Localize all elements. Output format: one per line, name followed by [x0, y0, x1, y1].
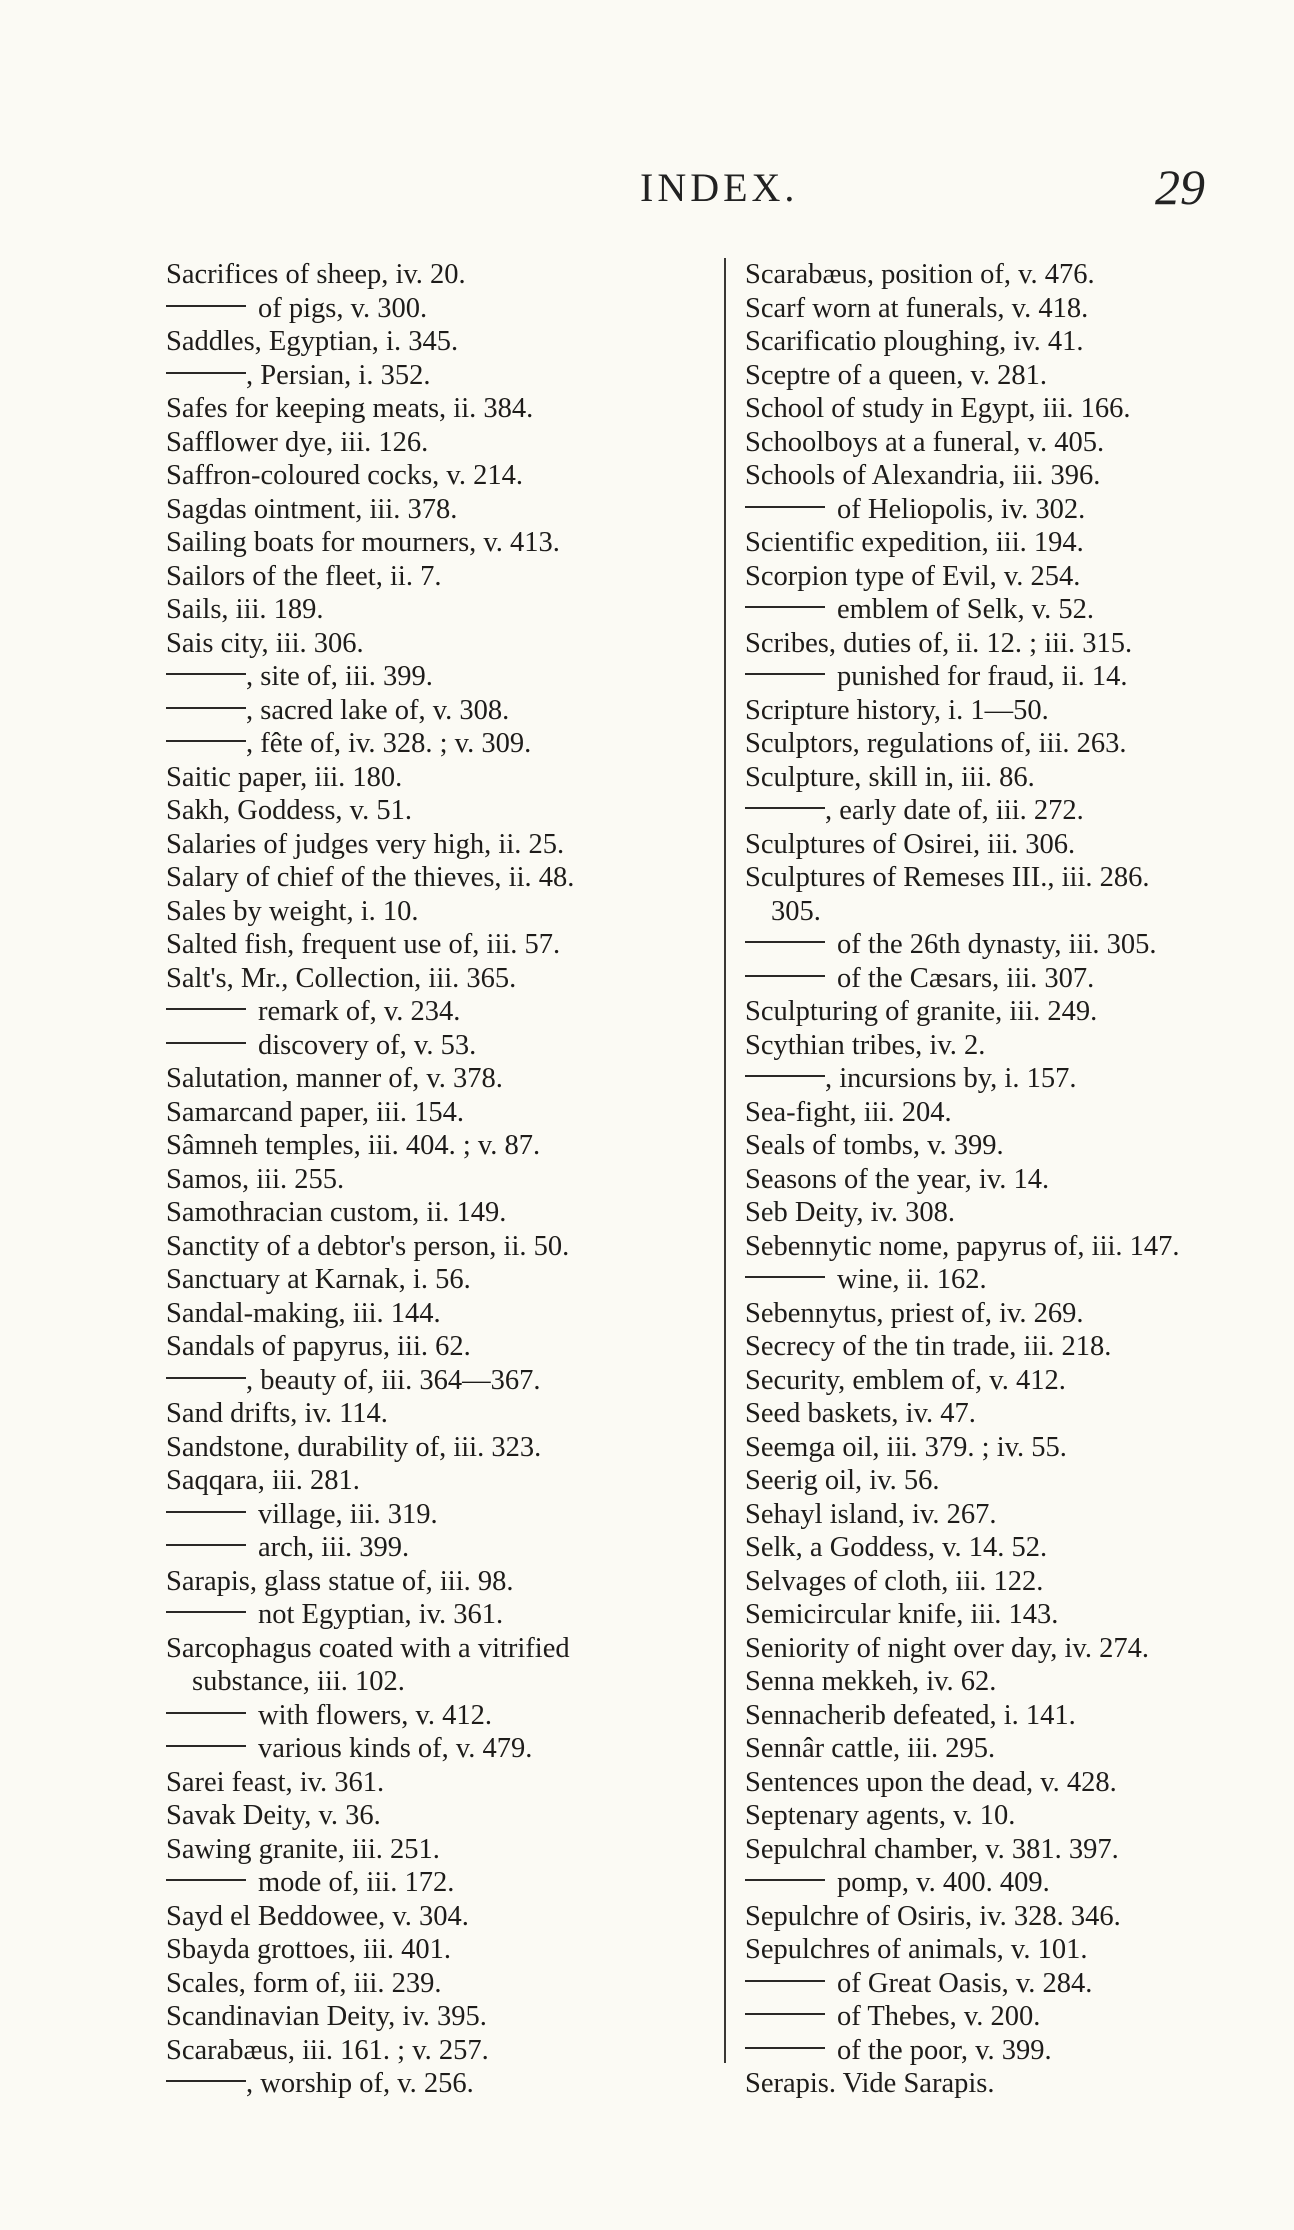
index-entry-text: Sculptures of Osirei, iii. 306.: [745, 828, 1076, 860]
index-entry: [745, 1565, 1285, 1599]
index-entry-text: Senna mekkeh, iv. 62.: [745, 1666, 997, 1697]
index-entry: [745, 1967, 1285, 2001]
index-entry: [166, 928, 696, 962]
page-header: [0, 159, 1294, 224]
index-entry-text: Scribes, duties of, ii. 12. ; iii. 315.: [745, 627, 1133, 659]
index-entry: [745, 861, 1285, 895]
index-entry-text: punished for fraud, ii. 14.: [837, 661, 1128, 692]
index-column-right: [745, 258, 1285, 2101]
index-entry: [745, 493, 1285, 527]
index-entry: [166, 1632, 696, 1666]
index-entry: [745, 426, 1285, 460]
index-entry-text: not Egyptian, iv. 361.: [258, 1599, 504, 1630]
index-entry: [166, 258, 696, 292]
index-entry-text: of Heliopolis, iv. 302.: [837, 493, 1086, 525]
index-entry: [166, 1330, 696, 1364]
index-entry-text: Selvages of cloth, iii. 122.: [745, 1565, 1044, 1597]
index-entry-text: 305.: [771, 895, 821, 927]
index-entry-text: Security, emblem of, v. 412.: [745, 1364, 1066, 1396]
index-entry-text: Seerig oil, iv. 56.: [745, 1465, 940, 1496]
index-entry: [166, 1933, 696, 1967]
index-entry: [745, 2034, 1285, 2068]
index-entry: [745, 1029, 1285, 1063]
index-entry-text: Sarcophagus coated with a vitrified: [166, 1632, 570, 1664]
index-column-left: [166, 258, 696, 2101]
index-entry-text: Sailors of the fleet, ii. 7.: [166, 560, 442, 592]
index-entry: [166, 1598, 696, 1632]
index-entry-text: Schoolboys at a funeral, v. 405.: [745, 426, 1105, 458]
index-entry-text: Sennacherib defeated, i. 141.: [745, 1699, 1076, 1731]
index-entry: [745, 1364, 1285, 1398]
ditto-dash: [166, 1544, 246, 1546]
index-entry-text: Sculpturing of granite, iii. 249.: [745, 996, 1098, 1027]
index-entry-text: Schools of Alexandria, iii. 396.: [745, 460, 1101, 491]
index-entry: [745, 1732, 1285, 1766]
index-entry-text: Scarabæus, position of, v. 476.: [745, 259, 1095, 290]
index-entry: [166, 459, 696, 493]
index-entry-text: of pigs, v. 300.: [258, 292, 428, 324]
index-entry-text: Sâmneh temples, iii. 404. ; v. 87.: [166, 1130, 541, 1161]
index-entry: [745, 1632, 1285, 1666]
index-entry: [166, 1967, 696, 2001]
index-entry-text: Saddles, Egyptian, i. 345.: [166, 326, 459, 357]
index-entry-text: Sailing boats for mourners, v. 413.: [166, 527, 560, 558]
index-entry-text: Sandal-making, iii. 144.: [166, 1297, 441, 1329]
ditto-dash: [745, 1879, 825, 1881]
index-entry-text: various kinds of, v. 479.: [258, 1733, 533, 1764]
index-entry-text: Semicircular knife, iii. 143.: [745, 1599, 1059, 1630]
ditto-dash: [166, 1611, 246, 1613]
index-entry: [166, 1866, 696, 1900]
index-entry: [745, 694, 1285, 728]
ditto-dash: [745, 807, 825, 809]
index-entry: [166, 593, 696, 627]
index-entry: [745, 1699, 1285, 1733]
index-entry-text: Sacrifices of sheep, iv. 20.: [166, 259, 466, 290]
index-entry: [745, 1096, 1285, 1130]
index-entry: [166, 861, 696, 895]
index-entry: [745, 560, 1285, 594]
index-entry: [166, 1665, 696, 1699]
index-entry: [745, 1230, 1285, 1264]
ditto-dash: [166, 1879, 246, 1881]
index-entry: [745, 1531, 1285, 1565]
index-entry: [166, 1163, 696, 1197]
index-entry-text: with flowers, v. 412.: [258, 1699, 493, 1731]
index-entry: [745, 392, 1285, 426]
index-entry-text: Scientific expedition, iii. 194.: [745, 527, 1084, 558]
index-entry-text: Serapis. Vide Sarapis.: [745, 2068, 995, 2099]
index-entry: [745, 794, 1285, 828]
index-entry: [745, 928, 1285, 962]
index-entry: [745, 526, 1285, 560]
index-entry: [166, 2067, 696, 2101]
index-entry: [166, 1531, 696, 1565]
index-entry-text: Seasons of the year, iv. 14.: [745, 1163, 1050, 1195]
index-entry: [745, 660, 1285, 694]
index-entry-text: Sais city, iii. 306.: [166, 627, 364, 659]
index-entry-text: mode of, iii. 172.: [258, 1867, 455, 1898]
ditto-dash: [745, 975, 825, 977]
index-entry: [166, 1431, 696, 1465]
index-entry-text: Sehayl island, iv. 267.: [745, 1498, 997, 1530]
index-entry: [166, 1196, 696, 1230]
ditto-dash: [745, 606, 825, 608]
index-entry: [745, 593, 1285, 627]
index-entry: [166, 1096, 696, 1130]
index-entry-text: Scales, form of, iii. 239.: [166, 1967, 442, 1999]
index-entry: [166, 828, 696, 862]
index-entry: [166, 1699, 696, 1733]
index-entry-text: , fête of, iv. 328. ; v. 309.: [246, 728, 532, 759]
ditto-dash: [745, 1276, 825, 1278]
index-entry-text: Saqqara, iii. 281.: [166, 1465, 360, 1496]
index-entry-text: Salt's, Mr., Collection, iii. 365.: [166, 962, 517, 994]
index-entry: [745, 1062, 1285, 1096]
index-entry-text: Sea-fight, iii. 204.: [745, 1096, 952, 1128]
index-entry: [166, 1766, 696, 1800]
index-entry-text: Sakh, Goddess, v. 51.: [166, 795, 412, 826]
index-entry: [166, 962, 696, 996]
index-entry: [166, 794, 696, 828]
index-entry: [166, 1029, 696, 1063]
index-entry-text: Scythian tribes, iv. 2.: [745, 1029, 986, 1061]
index-entry-text: Secrecy of the tin trade, iii. 218.: [745, 1331, 1112, 1362]
index-entry: [166, 359, 696, 393]
index-entry: [166, 1565, 696, 1599]
index-entry-text: , early date of, iii. 272.: [825, 795, 1084, 826]
index-entry-text: Saffron-coloured cocks, v. 214.: [166, 460, 523, 491]
index-entry-text: Seed baskets, iv. 47.: [745, 1398, 976, 1429]
index-entry: [166, 1900, 696, 1934]
page-number: 29: [1155, 159, 1205, 215]
index-entry-text: Sceptre of a queen, v. 281.: [745, 359, 1048, 391]
index-entry-text: wine, ii. 162.: [837, 1264, 987, 1295]
index-entry: [166, 627, 696, 661]
index-entry-text: Sepulchre of Osiris, iv. 328. 346.: [745, 1900, 1121, 1932]
index-entry: [166, 392, 696, 426]
index-entry-text: Seniority of night over day, iv. 274.: [745, 1632, 1149, 1664]
ditto-dash: [166, 740, 246, 742]
index-entry-text: , beauty of, iii. 364—367.: [246, 1364, 541, 1396]
index-entry-text: Scandinavian Deity, iv. 395.: [166, 2001, 487, 2032]
index-entry-text: of Thebes, v. 200.: [837, 2001, 1041, 2032]
index-entry: [745, 1297, 1285, 1331]
index-entry-text: village, iii. 319.: [258, 1498, 438, 1530]
index-entry-text: Sarei feast, iv. 361.: [166, 1766, 385, 1798]
ditto-dash: [166, 1511, 246, 1513]
index-entry-text: Sarapis, glass statue of, iii. 98.: [166, 1565, 514, 1597]
index-entry-text: discovery of, v. 53.: [258, 1029, 477, 1061]
index-entry: [166, 426, 696, 460]
index-entry-text: Sails, iii. 189.: [166, 594, 324, 625]
ditto-dash: [745, 1075, 825, 1077]
index-entry: [745, 1766, 1285, 1800]
index-entry: [166, 2034, 696, 2068]
index-entry: [166, 1397, 696, 1431]
index-entry-text: Seals of tombs, v. 399.: [745, 1130, 1004, 1161]
index-entry: [745, 627, 1285, 661]
index-entry: [745, 1397, 1285, 1431]
index-entry-text: Septenary agents, v. 10.: [745, 1800, 1016, 1831]
index-entry: [166, 325, 696, 359]
index-entry: [745, 1498, 1285, 1532]
index-entry-text: Sand drifts, iv. 114.: [166, 1398, 388, 1429]
index-entry-text: , incursions by, i. 157.: [825, 1063, 1077, 1094]
index-entry-text: Salaries of judges very high, ii. 25.: [166, 828, 565, 860]
index-entry-text: emblem of Selk, v. 52.: [837, 594, 1094, 625]
index-entry: [745, 1866, 1285, 1900]
index-entry-text: Scarf worn at funerals, v. 418.: [745, 292, 1089, 324]
index-entry-text: Sandals of papyrus, iii. 62.: [166, 1331, 471, 1362]
index-entry-text: Sanctity of a debtor's person, ii. 50.: [166, 1230, 570, 1262]
index-entry: [745, 761, 1285, 795]
index-entry: [745, 1933, 1285, 1967]
index-entry-text: of the poor, v. 399.: [837, 2034, 1052, 2066]
index-entry: [745, 1263, 1285, 1297]
index-entry: [745, 1464, 1285, 1498]
index-entry-text: Scarabæus, iii. 161. ; v. 257.: [166, 2034, 489, 2066]
index-entry-text: , site of, iii. 399.: [246, 661, 433, 692]
index-entry-text: Samarcand paper, iii. 154.: [166, 1096, 465, 1128]
ditto-dash: [745, 506, 825, 508]
ditto-dash: [166, 707, 246, 709]
index-entry: [745, 1129, 1285, 1163]
index-entry-text: Sepulchral chamber, v. 381. 397.: [745, 1833, 1119, 1865]
index-entry: [745, 258, 1285, 292]
ditto-dash: [166, 1377, 246, 1379]
ditto-dash: [745, 941, 825, 943]
index-entry-text: Sales by weight, i. 10.: [166, 895, 419, 927]
index-entry: [745, 1598, 1285, 1632]
index-entry-text: Sandstone, durability of, iii. 323.: [166, 1431, 542, 1463]
index-entry: [745, 995, 1285, 1029]
index-entry: [166, 660, 696, 694]
index-entry-text: Sagdas ointment, iii. 378.: [166, 493, 458, 525]
index-entry: [745, 1196, 1285, 1230]
index-entry: [745, 2000, 1285, 2034]
index-entry-text: Scripture history, i. 1—50.: [745, 694, 1049, 726]
ditto-dash: [166, 372, 246, 374]
column-divider: [724, 258, 726, 2063]
index-entry: [166, 1732, 696, 1766]
index-entry: [745, 1665, 1285, 1699]
index-entry: [745, 1330, 1285, 1364]
index-entry-text: , Persian, i. 352.: [246, 359, 431, 391]
index-entry-text: Saitic paper, iii. 180.: [166, 761, 403, 793]
index-entry: [745, 727, 1285, 761]
index-entry-text: Sanctuary at Karnak, i. 56.: [166, 1264, 471, 1295]
index-entry-text: Salutation, manner of, v. 378.: [166, 1063, 503, 1094]
ditto-dash: [166, 305, 246, 307]
index-entry-text: Sayd el Beddowee, v. 304.: [166, 1900, 469, 1932]
index-entry: [745, 828, 1285, 862]
index-entry-text: Salary of chief of the thieves, ii. 48.: [166, 862, 575, 893]
index-entry-text: Seb Deity, iv. 308.: [745, 1197, 956, 1228]
index-entry-text: Salted fish, frequent use of, iii. 57.: [166, 929, 561, 960]
index-entry: [166, 694, 696, 728]
index-entry: [745, 1799, 1285, 1833]
index-entry: [166, 1297, 696, 1331]
index-entry-text: , sacred lake of, v. 308.: [246, 694, 510, 726]
index-entry: [166, 526, 696, 560]
index-entry-text: Scorpion type of Evil, v. 254.: [745, 560, 1081, 592]
ditto-dash: [745, 2013, 825, 2015]
index-entry: [166, 2000, 696, 2034]
index-entry-text: Sawing granite, iii. 251.: [166, 1833, 440, 1865]
index-entry: [166, 995, 696, 1029]
index-entry-text: Sculpture, skill in, iii. 86.: [745, 761, 1035, 793]
ditto-dash: [745, 1980, 825, 1982]
index-entry-text: Sculptors, regulations of, iii. 263.: [745, 728, 1127, 759]
index-entry-text: of the Cæsars, iii. 307.: [837, 962, 1095, 994]
index-entry: [166, 1364, 696, 1398]
index-entry-text: substance, iii. 102.: [192, 1666, 405, 1697]
index-entry-text: Savak Deity, v. 36.: [166, 1800, 381, 1831]
index-entry: [166, 1129, 696, 1163]
index-entry-text: Sebennytus, priest of, iv. 269.: [745, 1297, 1084, 1329]
index-entry-text: pomp, v. 400. 409.: [837, 1867, 1050, 1898]
index-entry-text: Sepulchres of animals, v. 101.: [745, 1934, 1088, 1965]
index-entry-text: Sennâr cattle, iii. 295.: [745, 1733, 996, 1764]
index-entry: [745, 1900, 1285, 1934]
index-entry-text: , worship of, v. 256.: [246, 2068, 474, 2099]
index-entry-text: Sculptures of Remeses III., iii. 286.: [745, 862, 1150, 893]
index-entry-text: arch, iii. 399.: [258, 1532, 410, 1563]
ditto-dash: [166, 673, 246, 675]
index-entry-text: Safes for keeping meats, ii. 384.: [166, 393, 534, 424]
ditto-dash: [166, 2080, 246, 2082]
index-entry: [166, 727, 696, 761]
index-entry-text: Scarificatio ploughing, iv. 41.: [745, 326, 1084, 357]
index-entry: [166, 1062, 696, 1096]
index-entry: [166, 560, 696, 594]
index-entry: [166, 1263, 696, 1297]
index-entry-text: Selk, a Goddess, v. 14. 52.: [745, 1532, 1048, 1563]
ditto-dash: [166, 1745, 246, 1747]
ditto-dash: [745, 2047, 825, 2049]
ditto-dash: [166, 1712, 246, 1714]
index-entry: [166, 1498, 696, 1532]
index-entry-text: of the 26th dynasty, iii. 305.: [837, 929, 1157, 960]
index-entry-text: of Great Oasis, v. 284.: [837, 1967, 1093, 1999]
ditto-dash: [166, 1008, 246, 1010]
index-entry: [745, 895, 1285, 929]
index-entry-text: School of study in Egypt, iii. 166.: [745, 393, 1131, 424]
index-entry: [166, 895, 696, 929]
index-entry-text: Sebennytic nome, papyrus of, iii. 147.: [745, 1230, 1180, 1262]
index-entry: [166, 1833, 696, 1867]
index-entry: [166, 493, 696, 527]
index-entry: [745, 459, 1285, 493]
index-entry: [745, 359, 1285, 393]
page-title: INDEX.: [640, 165, 799, 210]
index-entry-text: Safflower dye, iii. 126.: [166, 426, 429, 458]
index-entry: [745, 292, 1285, 326]
index-entry: [166, 1464, 696, 1498]
ditto-dash: [166, 1042, 246, 1044]
index-entry-text: Seemga oil, iii. 379. ; iv. 55.: [745, 1431, 1067, 1463]
index-entry: [745, 1163, 1285, 1197]
index-entry: [745, 325, 1285, 359]
index-entry: [745, 1431, 1285, 1465]
index-entry-text: remark of, v. 234.: [258, 996, 461, 1027]
index-entry: [166, 292, 696, 326]
index-entry: [166, 1230, 696, 1264]
index-entry: [745, 962, 1285, 996]
index-entry: [745, 2067, 1285, 2101]
index-entry-text: Samos, iii. 255.: [166, 1163, 345, 1195]
index-entry-text: Samothracian custom, ii. 149.: [166, 1197, 507, 1228]
index-entry: [166, 761, 696, 795]
index-entry: [166, 1799, 696, 1833]
ditto-dash: [745, 673, 825, 675]
index-entry: [745, 1833, 1285, 1867]
index-entry-text: Sentences upon the dead, v. 428.: [745, 1766, 1117, 1798]
index-entry-text: Sbayda grottoes, iii. 401.: [166, 1934, 451, 1965]
